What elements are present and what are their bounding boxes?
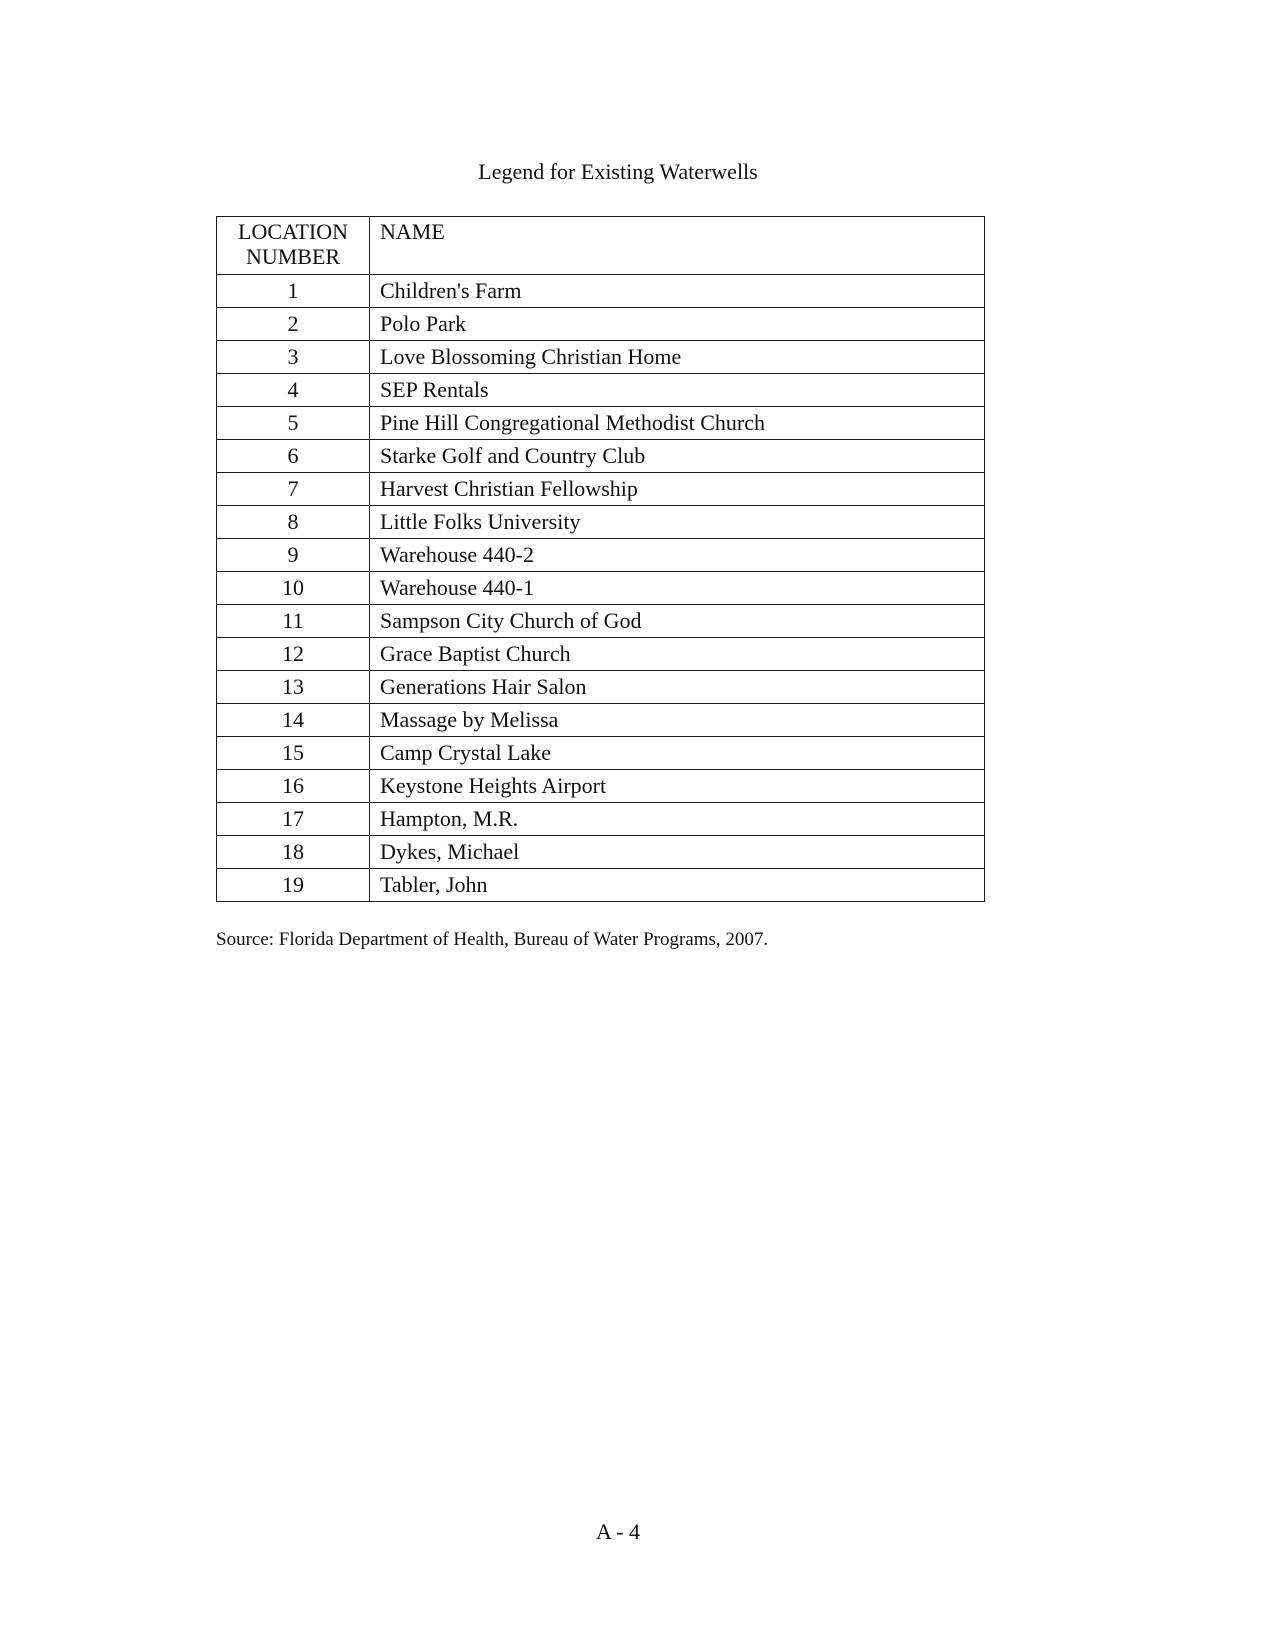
location-name-cell: Warehouse 440-1 [370, 572, 985, 605]
location-number-cell: 6 [217, 440, 370, 473]
name-header: NAME [370, 217, 985, 275]
location-number-cell: 18 [217, 836, 370, 869]
table-row [217, 704, 985, 737]
table-row [217, 374, 985, 407]
location-name-cell: Generations Hair Salon [370, 671, 985, 704]
table-row [217, 605, 985, 638]
location-number-cell: 9 [217, 539, 370, 572]
location-name-cell: Dykes, Michael [370, 836, 985, 869]
location-name-cell: Hampton, M.R. [370, 803, 985, 836]
table-row [217, 407, 985, 440]
location-number-cell: 10 [217, 572, 370, 605]
location-number-cell: 17 [217, 803, 370, 836]
location-number-cell: 4 [217, 374, 370, 407]
location-number-cell: 15 [217, 737, 370, 770]
page-number: A - 4 [596, 1519, 640, 1544]
location-header-line1: LOCATION [238, 219, 348, 244]
table-row [217, 671, 985, 704]
table-row [217, 275, 985, 308]
location-number-cell: 3 [217, 341, 370, 374]
location-number-cell: 19 [217, 869, 370, 902]
location-name-cell: Grace Baptist Church [370, 638, 985, 671]
location-name-cell: Starke Golf and Country Club [370, 440, 985, 473]
location-number-cell: 7 [217, 473, 370, 506]
location-number-cell: 13 [217, 671, 370, 704]
table-row [217, 836, 985, 869]
location-number-cell: 1 [217, 275, 370, 308]
location-name-cell: SEP Rentals [370, 374, 985, 407]
location-name-cell: Love Blossoming Christian Home [370, 341, 985, 374]
location-number-cell: 5 [217, 407, 370, 440]
location-name-cell: Children's Farm [370, 275, 985, 308]
location-name-cell: Polo Park [370, 308, 985, 341]
location-name-cell: Tabler, John [370, 869, 985, 902]
table-row [217, 803, 985, 836]
location-name-cell: Warehouse 440-2 [370, 539, 985, 572]
location-number-cell: 2 [217, 308, 370, 341]
table-row [217, 737, 985, 770]
table-row [217, 473, 985, 506]
table-row [217, 572, 985, 605]
location-header-line2: NUMBER [245, 244, 341, 269]
location-name-cell: Massage by Melissa [370, 704, 985, 737]
location-name-cell: Pine Hill Congregational Methodist Church [370, 407, 985, 440]
location-number-cell: 12 [217, 638, 370, 671]
location-name-cell: Keystone Heights Airport [370, 770, 985, 803]
location-name-cell: Camp Crystal Lake [370, 737, 985, 770]
location-number-cell: 16 [217, 770, 370, 803]
table-row [217, 308, 985, 341]
table-row [217, 869, 985, 902]
location-number-cell: 8 [217, 506, 370, 539]
location-number-cell: 11 [217, 605, 370, 638]
table-body [217, 275, 985, 902]
location-number-header [217, 217, 370, 275]
source-note: Source: Florida Department of Health, Bureau of Water Programs, 2007. [216, 929, 769, 950]
location-name-cell: Little Folks University [370, 506, 985, 539]
table-row [217, 770, 985, 803]
location-name-cell: Sampson City Church of God [370, 605, 985, 638]
location-number-cell: 14 [217, 704, 370, 737]
location-name-cell: Harvest Christian Fellowship [370, 473, 985, 506]
page-title: Legend for Existing Waterwells [478, 159, 758, 184]
waterwells-legend-table [216, 216, 985, 902]
table-row [217, 341, 985, 374]
table-row [217, 440, 985, 473]
table-header-row [217, 217, 985, 275]
table-row [217, 506, 985, 539]
table-row [217, 539, 985, 572]
table-row [217, 638, 985, 671]
